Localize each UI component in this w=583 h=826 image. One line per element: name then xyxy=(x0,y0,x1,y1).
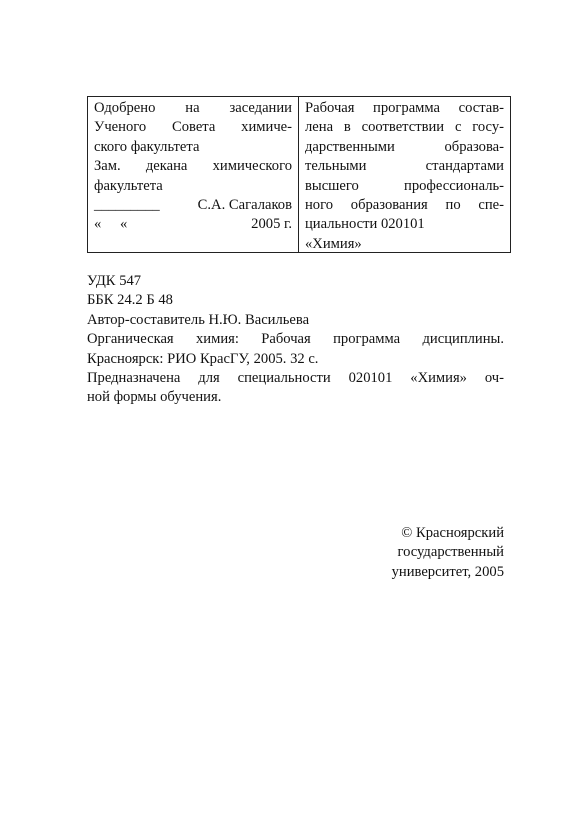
signature-blank: _________ xyxy=(94,196,160,213)
approval-line: ского факультета xyxy=(94,138,200,155)
approval-line: Одобрено на заседании xyxy=(94,100,292,116)
date-close-quote: « xyxy=(120,216,128,233)
bibliographic-block xyxy=(87,272,504,408)
compliance-line: циальности 020101 xyxy=(305,216,425,233)
date-open-quote: « xyxy=(94,216,102,233)
udk-code: УДК 547 xyxy=(87,273,142,289)
purpose-line-end: ной формы обучения. xyxy=(87,389,222,406)
approval-line: Ученого Совета химиче- xyxy=(94,119,292,136)
compliance-line: дарственными образова- xyxy=(305,138,504,155)
compliance-line: ного образования по спе- xyxy=(305,196,504,213)
publisher-line: Красноярск: РИО КрасГУ, 2005. 32 с. xyxy=(87,350,319,367)
approval-cell xyxy=(88,97,299,252)
bbk-code: ББК 24.2 Б 48 xyxy=(87,292,173,309)
copyright-line: © Красноярский xyxy=(401,525,504,541)
approval-table xyxy=(87,96,511,253)
compliance-line: лена в соответствии с госу- xyxy=(305,119,504,136)
purpose-line: Предназначена для специальности 020101 «Химия» оч- xyxy=(87,369,504,386)
compliance-line: «Химия» xyxy=(305,235,362,252)
approval-line: Зам. декана химического xyxy=(94,158,292,175)
compliance-line: тельными стандартами xyxy=(305,158,504,175)
copyright-block xyxy=(330,524,504,582)
compliance-cell xyxy=(299,97,510,252)
copyright-line: университет, 2005 xyxy=(391,563,504,580)
date-line xyxy=(94,215,292,234)
title-line: Органическая химия: Рабочая программа дисциплины. xyxy=(87,331,504,348)
copyright-line: государственный xyxy=(397,544,504,561)
approval-line: факультета xyxy=(94,177,163,194)
signature-name: С.А. Сагалаков xyxy=(197,196,292,213)
compliance-line: высшего профессиональ- xyxy=(305,177,504,194)
author-line: Автор-составитель Н.Ю. Васильева xyxy=(87,311,310,328)
compliance-line: Рабочая программа состав- xyxy=(305,100,504,116)
date-year: 2005 г. xyxy=(251,216,292,233)
signature-line xyxy=(94,196,292,215)
